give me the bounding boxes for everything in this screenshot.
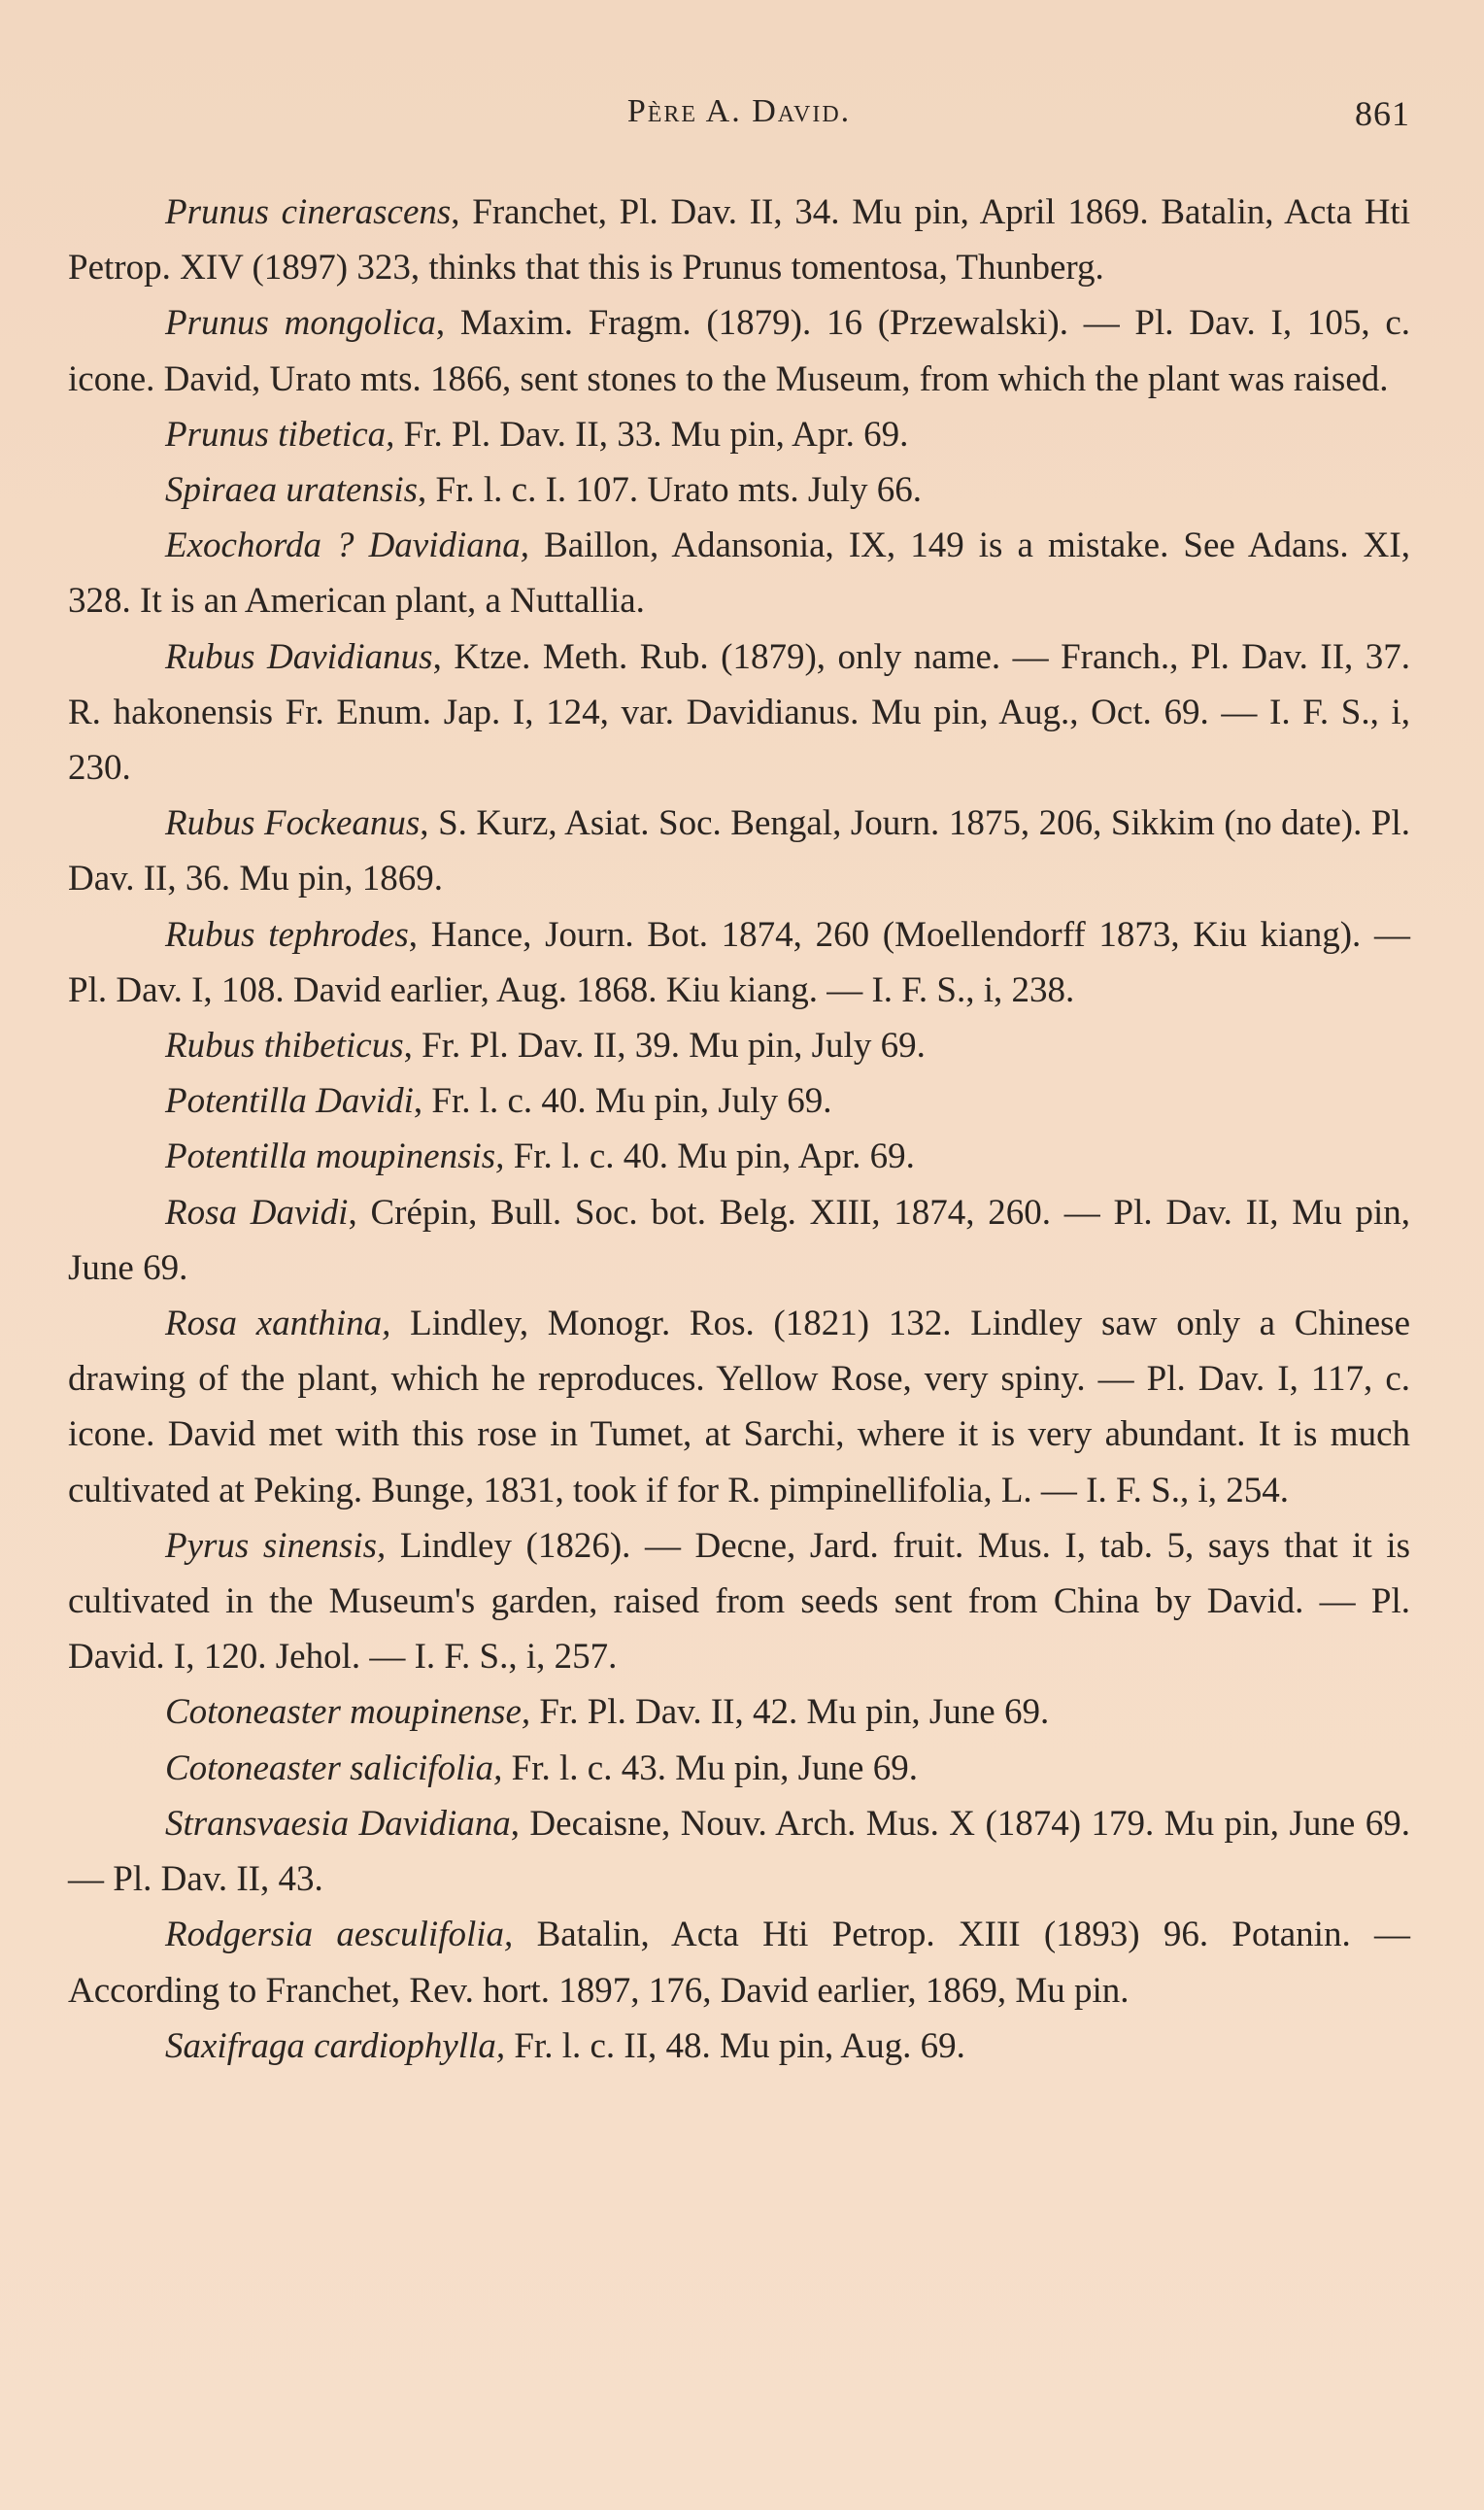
entry — [68, 1073, 1410, 1129]
entry — [68, 796, 1410, 906]
entry — [68, 1185, 1410, 1296]
page-number: 861 — [1355, 94, 1410, 133]
entry — [68, 1796, 1410, 1907]
species-name: Saxifraga cardiophylla, — [165, 2025, 506, 2066]
entry — [68, 629, 1410, 797]
entry-text: , Fr. l. c. 40. Mu pin, July 69. — [413, 1081, 832, 1122]
entry-text: , Hance, Journ. Bot. 1874, 260 (Moellendorff 1873, Kiu kiang). — Pl. Dav. I, 108. David earlier, Aug. 1868. Kiu kiang. — I. F. S., i, 238. — [68, 914, 1410, 1010]
entry-text: , Ktze. Meth. Rub. (1879), only name. — Franch., Pl. Dav. II, 37. R. hakonensis Fr. Enum. Jap. I, 124, var. Davidianus. Mu pin, Aug., Oct. 69. — I. F. S., i, 230. — [68, 636, 1411, 789]
entry — [68, 185, 1410, 295]
species-name: Cotoneaster salicifolia, — [165, 1747, 503, 1788]
entry-text: , Crépin, Bull. Soc. bot. Belg. XIII, 1874, 260. — Pl. Dav. II, Mu pin, June 69. — [68, 1192, 1410, 1288]
entry — [68, 2018, 1410, 2074]
entry-text: Lindley (1826). — Decne, Jard. fruit. Mus. I, tab. 5, says that it is cultivated in the Museum's garden, raised from seeds sent from China by David. — Pl. David. I, 120. Jehol. — I. F. S., i, 257. — [68, 1525, 1410, 1678]
species-name: Stransvaesia Davidiana — [165, 1803, 511, 1844]
species-name: Prunus mongolica — [165, 303, 436, 344]
entry — [68, 407, 1410, 462]
entry — [68, 1518, 1410, 1685]
species-name: Prunus tibetica, — [165, 414, 395, 455]
entry — [68, 907, 1410, 1018]
entry-text: Baillon, Adansonia, IX, 149 is a mistake. See Adans. XI, 328. It is an American plant, a Nuttallia. — [68, 526, 1410, 622]
entry-text: , Maxim. Fragm. (1879). 16 (Przewalski). — Pl. Dav. I, 105, c. icone. David, Urato mts. 1866, sent stones to the Museum, from which the plant was raised. — [68, 303, 1411, 399]
entry — [68, 1018, 1410, 1073]
entry-text: Fr. Pl. Dav. II, 42. Mu pin, June 69. — [530, 1692, 1050, 1733]
species-name: Rubus Fockeanus — [165, 803, 421, 844]
entry — [68, 1129, 1410, 1184]
entry — [68, 1684, 1410, 1740]
entry — [68, 295, 1410, 406]
running-title: Père A. David. — [626, 93, 852, 129]
species-name: Prunus cinerascens — [165, 192, 452, 232]
entry-text: , Franchet, Pl. Dav. II, 34. Mu pin, April 1869. Batalin, Acta Hti Petrop. XIV (1897) 323, thinks that this is Prunus tomentosa, Thunberg. — [68, 192, 1410, 288]
entry — [68, 462, 1410, 518]
entry-text: , Decaisne, Nouv. Arch. Mus. X (1874) 179. Mu pin, June 69. — Pl. Dav. II, 43. — [68, 1803, 1410, 1900]
species-name: Rubus thibeticus — [165, 1026, 404, 1067]
entry-text: Batalin, Acta Hti Petrop. XIII (1893) 96. Potanin. — According to Franchet, Rev. hort. 1897, 176, David earlier, 1869, Mu pin. — [68, 1915, 1411, 2011]
entry — [68, 1296, 1410, 1518]
entry — [68, 518, 1410, 628]
entry-text: Lindley, Monogr. Ros. (1821) 132. Lindley saw only a Chinese drawing of the plant, which he reproduces. Yellow Rose, very spiny. — Pl. Dav. I, 117, c. icone. David met with this rose in Tumet, at Sarchi, where it is very abundant. It is much cultivated at Peking. Bunge, 1831, took if for R. pimpinellifolia, L. — I. F. S., i, 254. — [68, 1304, 1411, 1510]
species-name: Cotoneaster moupinense, — [165, 1692, 531, 1733]
entry-text: , Fr. l. c. I. 107. Urato mts. July 66. — [418, 470, 923, 511]
species-name: Potentilla Davidi — [165, 1081, 414, 1122]
species-name: Pyrus sinensis, — [165, 1525, 387, 1566]
species-name: Spiraea uratensis — [165, 470, 419, 511]
species-name: Rodgersia aesculifolia, — [165, 1915, 514, 1955]
species-name: Potentilla moupinensis, — [165, 1136, 505, 1177]
entry — [68, 1741, 1410, 1796]
entry-text: Fr. l. c. 40. Mu pin, Apr. 69. — [504, 1136, 915, 1177]
entry — [68, 1907, 1410, 2018]
species-name: Rubus Davidianus — [165, 636, 433, 677]
species-name: Exochorda ? Davidiana, — [165, 526, 530, 566]
entry-text: , Fr. Pl. Dav. II, 39. Mu pin, July 69. — [403, 1026, 926, 1067]
species-name: Rosa xanthina, — [165, 1304, 391, 1344]
body-text — [68, 185, 1410, 2074]
species-name: Rosa Davidi — [165, 1192, 349, 1233]
entry-text: Fr. l. c. 43. Mu pin, June 69. — [502, 1747, 918, 1788]
entry-text: , S. Kurz, Asiat. Soc. Bengal, Journ. 1875, 206, Sikkim (no date). Pl. Dav. II, 36. Mu pin, 1869. — [68, 803, 1410, 899]
page-header — [68, 93, 1410, 142]
species-name: Rubus tephrodes — [165, 914, 409, 955]
entry-text: Fr. Pl. Dav. II, 33. Mu pin, Apr. 69. — [394, 414, 909, 455]
entry-text: Fr. l. c. II, 48. Mu pin, Aug. 69. — [505, 2025, 965, 2066]
